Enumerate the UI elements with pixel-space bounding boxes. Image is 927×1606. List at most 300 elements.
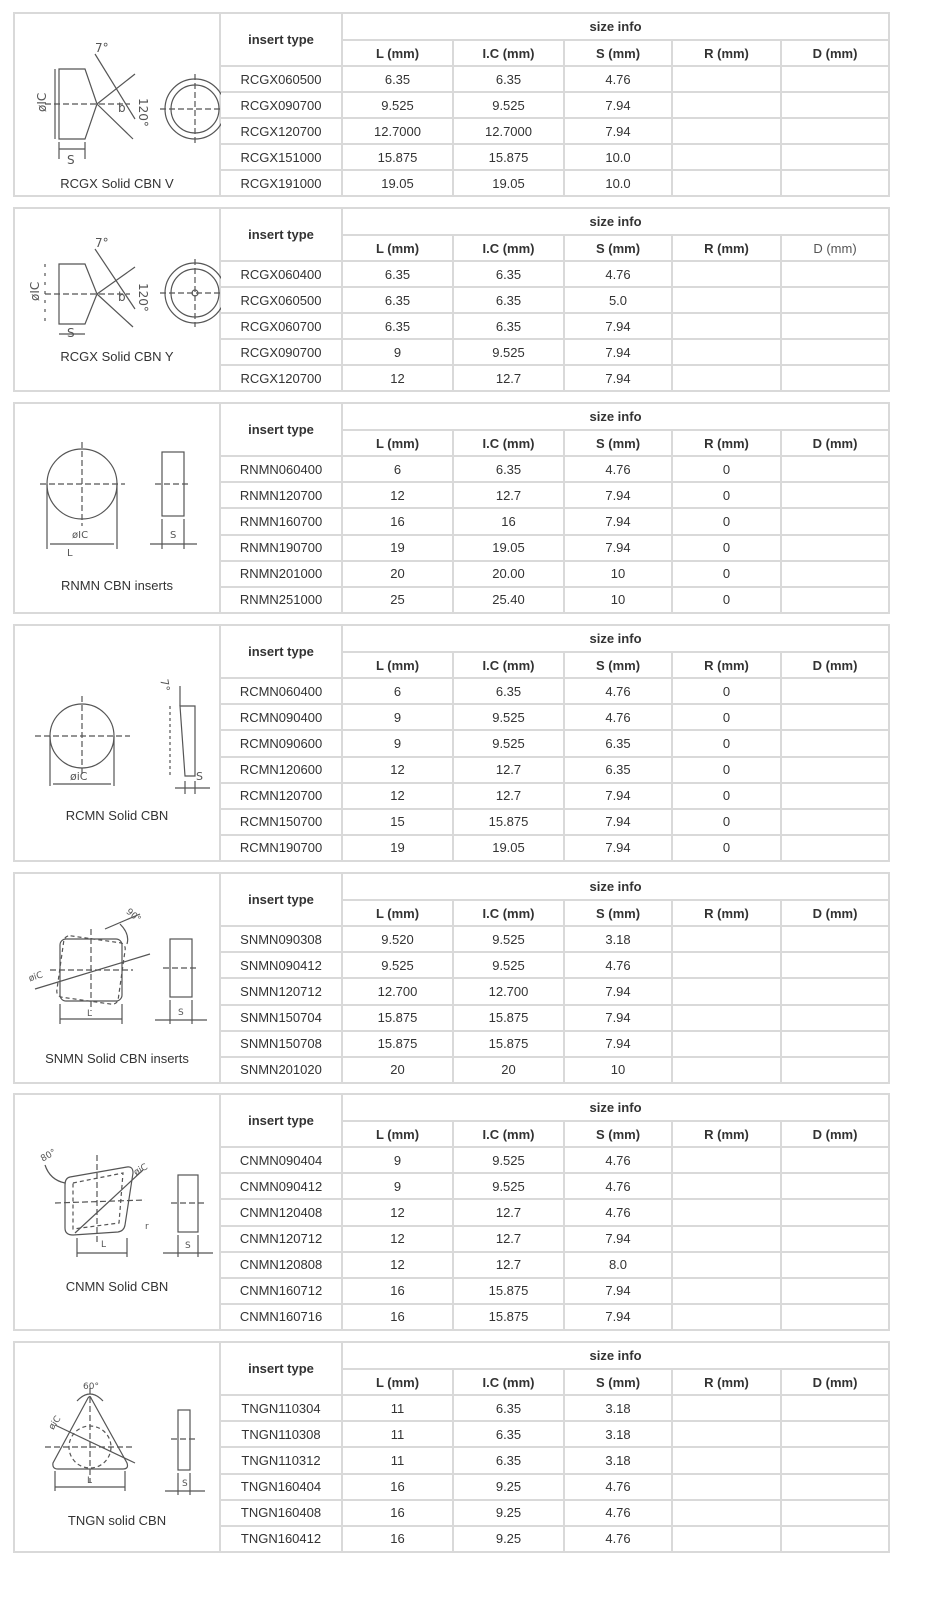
cell-ic: 6.35 xyxy=(453,1421,564,1447)
cell-l: 19.05 xyxy=(342,170,453,196)
cell-insert-type: RCGX060700 xyxy=(220,313,342,339)
cell-d xyxy=(781,1005,889,1031)
svg-text:7°: 7° xyxy=(95,236,109,250)
cell-ic: 6.35 xyxy=(453,261,564,287)
col-d-header: D (mm) xyxy=(781,235,889,261)
insert-type-header: insert type xyxy=(220,1094,342,1147)
cell-ic: 15.875 xyxy=(453,1005,564,1031)
cell-r xyxy=(672,1395,781,1421)
cell-l: 6.35 xyxy=(342,287,453,313)
cell-insert-type: TNGN110312 xyxy=(220,1447,342,1473)
cell-l: 12.7000 xyxy=(342,118,453,144)
cell-d xyxy=(781,783,889,809)
cell-insert-type: RCMN090400 xyxy=(220,704,342,730)
cell-l: 12 xyxy=(342,365,453,391)
col-r-header: R (mm) xyxy=(672,1121,781,1147)
cell-insert-type: RNMN201000 xyxy=(220,561,342,587)
svg-text:øiC: øiC xyxy=(47,1414,64,1432)
cell-d xyxy=(781,1304,889,1330)
cell-r xyxy=(672,1031,781,1057)
col-ic-header: I.C (mm) xyxy=(453,652,564,678)
cnmn-drawing xyxy=(15,1095,221,1333)
spec-block-cnmn xyxy=(13,1093,888,1331)
cell-ic: 25.40 xyxy=(453,587,564,613)
spec-block-rnmn xyxy=(13,402,888,614)
cell-d xyxy=(781,66,889,92)
cell-d xyxy=(781,1447,889,1473)
insert-type-header: insert type xyxy=(220,625,342,678)
cell-d xyxy=(781,313,889,339)
cell-r xyxy=(672,66,781,92)
cell-s: 4.76 xyxy=(564,1526,672,1552)
cell-s: 7.94 xyxy=(564,978,672,1004)
cell-r xyxy=(672,365,781,391)
cell-l: 16 xyxy=(342,508,453,534)
cell-d xyxy=(781,809,889,835)
cell-d xyxy=(781,1173,889,1199)
cell-insert-type: RCGX090700 xyxy=(220,339,342,365)
spec-block-rcmn xyxy=(13,624,888,862)
svg-text:7°: 7° xyxy=(157,678,173,693)
cell-s: 4.76 xyxy=(564,1173,672,1199)
cell-insert-type: RCMN190700 xyxy=(220,835,342,861)
cell-l: 9.520 xyxy=(342,926,453,952)
insert-drawing-cell xyxy=(14,13,220,196)
cell-s: 5.0 xyxy=(564,287,672,313)
cell-s: 10 xyxy=(564,1057,672,1083)
svg-text:120°: 120° xyxy=(136,283,150,312)
cell-ic: 12.7000 xyxy=(453,118,564,144)
cell-r xyxy=(672,1057,781,1083)
cell-insert-type: SNMN150704 xyxy=(220,1005,342,1031)
cell-l: 16 xyxy=(342,1474,453,1500)
cell-ic: 6.35 xyxy=(453,66,564,92)
cell-insert-type: RCMN150700 xyxy=(220,809,342,835)
spec-block-rcgx-y xyxy=(13,207,888,392)
spec-table xyxy=(13,12,890,197)
cell-insert-type: RCGX060400 xyxy=(220,261,342,287)
insert-drawing-cell xyxy=(14,208,220,391)
cell-s: 3.18 xyxy=(564,1421,672,1447)
cell-l: 15.875 xyxy=(342,144,453,170)
cell-l: 20 xyxy=(342,561,453,587)
cell-d xyxy=(781,1031,889,1057)
cell-l: 9 xyxy=(342,1147,453,1173)
section-caption: RCGX Solid CBN Y xyxy=(60,349,174,364)
cell-ic: 6.35 xyxy=(453,678,564,704)
cell-ic: 9.525 xyxy=(453,952,564,978)
cell-ic: 6.35 xyxy=(453,1395,564,1421)
cell-insert-type: RCMN090600 xyxy=(220,730,342,756)
cell-insert-type: SNMN201020 xyxy=(220,1057,342,1083)
cell-d xyxy=(781,261,889,287)
cell-l: 12 xyxy=(342,757,453,783)
cell-insert-type: RCMN120700 xyxy=(220,783,342,809)
cell-d xyxy=(781,926,889,952)
cell-l: 15.875 xyxy=(342,1005,453,1031)
cell-insert-type: TNGN110308 xyxy=(220,1421,342,1447)
cell-s: 4.76 xyxy=(564,704,672,730)
cell-s: 7.94 xyxy=(564,1226,672,1252)
cell-ic: 12.7 xyxy=(453,757,564,783)
cell-l: 9 xyxy=(342,704,453,730)
cell-s: 7.94 xyxy=(564,118,672,144)
size-info-header: size info xyxy=(342,403,889,430)
cell-r: 0 xyxy=(672,835,781,861)
cell-r xyxy=(672,926,781,952)
cell-ic: 12.7 xyxy=(453,783,564,809)
size-info-header: size info xyxy=(342,208,889,235)
cell-r: 0 xyxy=(672,783,781,809)
svg-text:øiC: øiC xyxy=(70,770,88,783)
cell-r: 0 xyxy=(672,587,781,613)
cell-insert-type: CNMN090404 xyxy=(220,1147,342,1173)
cell-s: 3.18 xyxy=(564,926,672,952)
cell-s: 4.76 xyxy=(564,66,672,92)
cell-d xyxy=(781,339,889,365)
spec-table xyxy=(13,624,890,862)
cell-r xyxy=(672,1526,781,1552)
section-caption: RNMN CBN inserts xyxy=(61,578,173,593)
cell-insert-type: RCMN120600 xyxy=(220,757,342,783)
cell-d xyxy=(781,1500,889,1526)
cell-insert-type: RCGX191000 xyxy=(220,170,342,196)
cell-l: 16 xyxy=(342,1526,453,1552)
rcmn-drawing xyxy=(15,626,221,864)
cell-insert-type: SNMN090308 xyxy=(220,926,342,952)
cell-l: 12 xyxy=(342,482,453,508)
cell-s: 7.94 xyxy=(564,1005,672,1031)
cell-r xyxy=(672,1199,781,1225)
cell-r xyxy=(672,978,781,1004)
spec-table xyxy=(13,1093,890,1331)
col-s-header: S (mm) xyxy=(564,1369,672,1395)
cell-ic: 9.525 xyxy=(453,730,564,756)
cell-s: 7.94 xyxy=(564,835,672,861)
cell-s: 7.94 xyxy=(564,92,672,118)
cell-d xyxy=(781,456,889,482)
cell-d xyxy=(781,1252,889,1278)
cell-insert-type: TNGN110304 xyxy=(220,1395,342,1421)
rcgx-v-drawing xyxy=(15,14,221,199)
col-d-header: D (mm) xyxy=(781,900,889,926)
cell-r: 0 xyxy=(672,730,781,756)
cell-d xyxy=(781,508,889,534)
cell-d xyxy=(781,482,889,508)
cell-r xyxy=(672,92,781,118)
cell-d xyxy=(781,170,889,196)
cell-l: 19 xyxy=(342,835,453,861)
size-info-header: size info xyxy=(342,1094,889,1121)
cell-insert-type: RNMN160700 xyxy=(220,508,342,534)
cell-insert-type: TNGN160408 xyxy=(220,1500,342,1526)
cell-d xyxy=(781,678,889,704)
cell-s: 7.94 xyxy=(564,1304,672,1330)
cell-d xyxy=(781,365,889,391)
cell-ic: 6.35 xyxy=(453,1447,564,1473)
cell-s: 7.94 xyxy=(564,783,672,809)
cell-s: 7.94 xyxy=(564,365,672,391)
cell-insert-type: SNMN120712 xyxy=(220,978,342,1004)
cell-r xyxy=(672,118,781,144)
svg-text:S: S xyxy=(182,1479,188,1489)
col-ic-header: I.C (mm) xyxy=(453,235,564,261)
cell-ic: 19.05 xyxy=(453,835,564,861)
cell-d xyxy=(781,952,889,978)
cell-l: 9 xyxy=(342,730,453,756)
cell-ic: 9.525 xyxy=(453,926,564,952)
col-s-header: S (mm) xyxy=(564,235,672,261)
cell-l: 9.525 xyxy=(342,92,453,118)
cell-ic: 12.7 xyxy=(453,365,564,391)
cell-r xyxy=(672,1447,781,1473)
col-l-header: L (mm) xyxy=(342,1369,453,1395)
cell-ic: 9.525 xyxy=(453,339,564,365)
cell-ic: 19.05 xyxy=(453,170,564,196)
insert-type-header: insert type xyxy=(220,13,342,66)
col-ic-header: I.C (mm) xyxy=(453,40,564,66)
cell-s: 6.35 xyxy=(564,757,672,783)
rcgx-y-drawing xyxy=(15,209,221,394)
svg-text:S: S xyxy=(170,530,177,541)
col-ic-header: I.C (mm) xyxy=(453,1369,564,1395)
col-d-header: D (mm) xyxy=(781,1121,889,1147)
cell-insert-type: RCGX120700 xyxy=(220,118,342,144)
cell-insert-type: RNMN060400 xyxy=(220,456,342,482)
cell-l: 19 xyxy=(342,535,453,561)
col-d-header: D (mm) xyxy=(781,652,889,678)
cell-d xyxy=(781,704,889,730)
cell-insert-type: SNMN090412 xyxy=(220,952,342,978)
cell-l: 16 xyxy=(342,1304,453,1330)
cell-ic: 15.875 xyxy=(453,144,564,170)
cell-l: 6 xyxy=(342,456,453,482)
insert-drawing-cell xyxy=(14,625,220,861)
cell-s: 4.76 xyxy=(564,1199,672,1225)
cell-s: 7.94 xyxy=(564,1031,672,1057)
cell-d xyxy=(781,118,889,144)
cell-d xyxy=(781,561,889,587)
cell-ic: 9.525 xyxy=(453,92,564,118)
svg-text:S: S xyxy=(178,1008,184,1018)
svg-text:7°: 7° xyxy=(95,41,109,55)
svg-text:øiC: øiC xyxy=(27,970,45,985)
cell-r: 0 xyxy=(672,456,781,482)
cell-l: 16 xyxy=(342,1500,453,1526)
cell-ic: 9.25 xyxy=(453,1474,564,1500)
insert-drawing-cell xyxy=(14,403,220,613)
spec-block-snmn xyxy=(13,872,888,1084)
col-l-header: L (mm) xyxy=(342,652,453,678)
col-d-header: D (mm) xyxy=(781,430,889,456)
svg-text:L: L xyxy=(67,548,73,559)
cell-r xyxy=(672,1500,781,1526)
cell-d xyxy=(781,287,889,313)
col-ic-header: I.C (mm) xyxy=(453,1121,564,1147)
cell-insert-type: RCGX120700 xyxy=(220,365,342,391)
insert-type-header: insert type xyxy=(220,873,342,926)
cell-r xyxy=(672,313,781,339)
cell-insert-type: RCGX060500 xyxy=(220,287,342,313)
cell-r xyxy=(672,1005,781,1031)
cell-ic: 6.35 xyxy=(453,287,564,313)
cell-insert-type: RCGX151000 xyxy=(220,144,342,170)
cell-l: 11 xyxy=(342,1421,453,1447)
col-r-header: R (mm) xyxy=(672,40,781,66)
cell-d xyxy=(781,757,889,783)
spec-block-tngn xyxy=(13,1341,888,1553)
cell-r xyxy=(672,1173,781,1199)
cell-r xyxy=(672,1252,781,1278)
cell-insert-type: CNMN160716 xyxy=(220,1304,342,1330)
cell-s: 10.0 xyxy=(564,144,672,170)
col-l-header: L (mm) xyxy=(342,1121,453,1147)
cell-d xyxy=(781,1147,889,1173)
cell-insert-type: TNGN160404 xyxy=(220,1474,342,1500)
cell-d xyxy=(781,1526,889,1552)
cell-s: 7.94 xyxy=(564,313,672,339)
cell-l: 15 xyxy=(342,809,453,835)
svg-text:øIC: øIC xyxy=(28,281,42,301)
col-r-header: R (mm) xyxy=(672,900,781,926)
cell-insert-type: RCGX060500 xyxy=(220,66,342,92)
col-ic-header: I.C (mm) xyxy=(453,430,564,456)
cell-s: 4.76 xyxy=(564,952,672,978)
cell-s: 3.18 xyxy=(564,1395,672,1421)
cell-r: 0 xyxy=(672,535,781,561)
cell-ic: 20 xyxy=(453,1057,564,1083)
svg-text:L: L xyxy=(87,1476,93,1486)
cell-d xyxy=(781,1395,889,1421)
cell-r: 0 xyxy=(672,482,781,508)
col-l-header: L (mm) xyxy=(342,430,453,456)
cell-insert-type: SNMN150708 xyxy=(220,1031,342,1057)
section-caption: RCGX Solid CBN V xyxy=(60,176,174,191)
svg-text:L: L xyxy=(101,1240,107,1250)
cell-ic: 15.875 xyxy=(453,809,564,835)
svg-text:S: S xyxy=(196,770,203,783)
col-r-header: R (mm) xyxy=(672,1369,781,1395)
insert-type-header: insert type xyxy=(220,403,342,456)
svg-text:90°: 90° xyxy=(123,907,143,925)
cell-ic: 12.7 xyxy=(453,1252,564,1278)
insert-drawing-cell xyxy=(14,873,220,1083)
cell-ic: 9.525 xyxy=(453,1147,564,1173)
cell-insert-type: CNMN120808 xyxy=(220,1252,342,1278)
cell-insert-type: CNMN160712 xyxy=(220,1278,342,1304)
cell-l: 11 xyxy=(342,1447,453,1473)
cell-r xyxy=(672,1474,781,1500)
cell-s: 4.76 xyxy=(564,456,672,482)
col-s-header: S (mm) xyxy=(564,900,672,926)
cell-insert-type: CNMN120712 xyxy=(220,1226,342,1252)
col-l-header: L (mm) xyxy=(342,900,453,926)
cell-ic: 12.7 xyxy=(453,1226,564,1252)
cell-insert-type: RNMN251000 xyxy=(220,587,342,613)
cell-insert-type: TNGN160412 xyxy=(220,1526,342,1552)
cell-s: 4.76 xyxy=(564,261,672,287)
cell-r: 0 xyxy=(672,809,781,835)
cell-l: 12.700 xyxy=(342,978,453,1004)
cell-ic: 12.7 xyxy=(453,482,564,508)
cell-s: 7.94 xyxy=(564,809,672,835)
svg-text:b: b xyxy=(118,290,126,304)
section-caption: SNMN Solid CBN inserts xyxy=(45,1051,189,1066)
svg-text:øiC: øiC xyxy=(132,1162,150,1179)
cell-d xyxy=(781,730,889,756)
cell-r xyxy=(672,1304,781,1330)
cell-r xyxy=(672,1147,781,1173)
col-s-header: S (mm) xyxy=(564,652,672,678)
cell-r xyxy=(672,339,781,365)
cell-s: 8.0 xyxy=(564,1252,672,1278)
spec-table xyxy=(13,402,890,614)
svg-text:60°: 60° xyxy=(83,1382,99,1392)
cell-s: 7.94 xyxy=(564,1278,672,1304)
cell-insert-type: RNMN120700 xyxy=(220,482,342,508)
cell-ic: 9.525 xyxy=(453,1173,564,1199)
cell-d xyxy=(781,1474,889,1500)
cell-s: 4.76 xyxy=(564,1500,672,1526)
insert-drawing-cell xyxy=(14,1094,220,1330)
cell-r xyxy=(672,287,781,313)
section-caption: TNGN solid CBN xyxy=(67,1513,167,1528)
spec-table xyxy=(13,207,890,392)
cell-s: 3.18 xyxy=(564,1447,672,1473)
cell-l: 16 xyxy=(342,1278,453,1304)
cell-r xyxy=(672,1421,781,1447)
cell-s: 7.94 xyxy=(564,508,672,534)
cell-insert-type: RNMN190700 xyxy=(220,535,342,561)
size-info-header: size info xyxy=(342,13,889,40)
cell-l: 12 xyxy=(342,783,453,809)
insert-drawing-cell xyxy=(14,1342,220,1552)
cell-l: 11 xyxy=(342,1395,453,1421)
spec-table xyxy=(13,872,890,1084)
cell-l: 12 xyxy=(342,1252,453,1278)
cell-r: 0 xyxy=(672,561,781,587)
cell-s: 7.94 xyxy=(564,482,672,508)
svg-text:S: S xyxy=(185,1241,191,1251)
cell-ic: 9.525 xyxy=(453,704,564,730)
svg-text:øIC: øIC xyxy=(72,530,89,541)
cell-r xyxy=(672,1226,781,1252)
size-info-header: size info xyxy=(342,1342,889,1369)
cell-s: 10.0 xyxy=(564,170,672,196)
cell-d xyxy=(781,835,889,861)
svg-text:r: r xyxy=(145,1222,149,1232)
col-r-header: R (mm) xyxy=(672,430,781,456)
col-s-header: S (mm) xyxy=(564,40,672,66)
cell-s: 10 xyxy=(564,587,672,613)
cell-s: 6.35 xyxy=(564,730,672,756)
cell-insert-type: RCGX090700 xyxy=(220,92,342,118)
cell-l: 6.35 xyxy=(342,66,453,92)
col-s-header: S (mm) xyxy=(564,430,672,456)
size-info-header: size info xyxy=(342,873,889,900)
section-caption: RCMN Solid CBN xyxy=(65,808,169,823)
svg-text:b: b xyxy=(118,101,126,115)
cell-l: 6 xyxy=(342,678,453,704)
cell-l: 9 xyxy=(342,1173,453,1199)
cell-l: 20 xyxy=(342,1057,453,1083)
cell-d xyxy=(781,1226,889,1252)
insert-type-header: insert type xyxy=(220,1342,342,1395)
col-d-header: D (mm) xyxy=(781,40,889,66)
svg-text:øIC: øIC xyxy=(35,92,49,112)
cell-d xyxy=(781,1057,889,1083)
cell-r xyxy=(672,144,781,170)
